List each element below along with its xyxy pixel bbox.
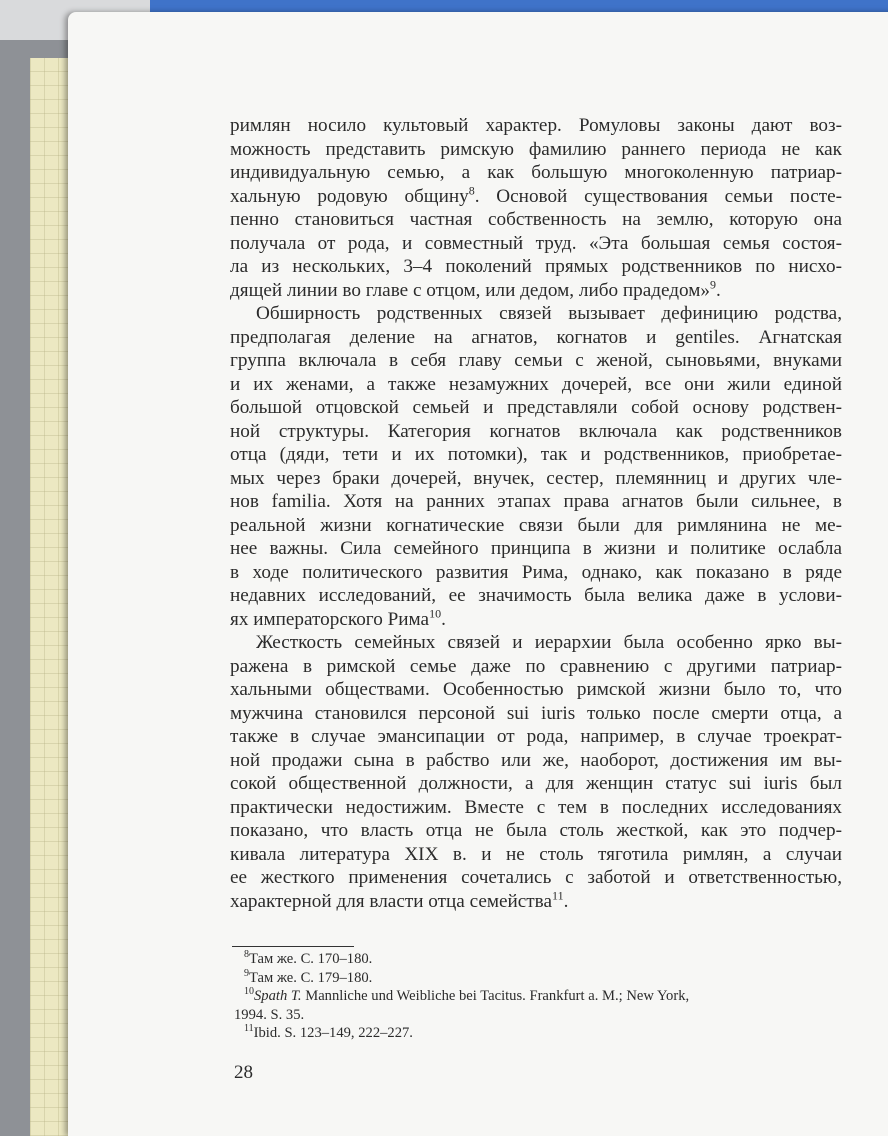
footnote-10-continued: 1994. S. 35. (234, 1006, 305, 1023)
text-line: ее жесткого применения сочетались с заботой и ответственностью, (230, 867, 842, 888)
text-line: практически недостижим. Вместе с тем в последних исследованиях (230, 796, 842, 818)
footnote-text: Там же. С. 170–180. (249, 951, 373, 967)
footnote-text: Там же. С. 179–180. (249, 969, 373, 986)
footnote-9 (234, 969, 842, 988)
text-line: нее важны. Сила семейного принципа в жизни и политике ослабла (230, 538, 842, 559)
body-text (230, 114, 842, 913)
text-line: ной продажи сына в рабство или же, наоборот, достижения им вы- (230, 749, 842, 771)
paragraph-3 (230, 631, 842, 913)
text-line: нов familia. Хотя на ранних этапах права агнатов были сильнее, в (230, 491, 842, 512)
text-line: отца (дяди, тети и их потомки), так и родственников, приобретае- (230, 444, 842, 465)
footnote-text: Mannliche und Weibliche bei Tacitus. Frankfurt a. M.; New York, (301, 988, 690, 1005)
text-line: кивала литература XIX в. и не столь тяготила римлян, а случаи (230, 843, 842, 865)
text-line: сокой общественной должности, а для женщин статус sui iuris был (230, 773, 842, 794)
text-span: . (716, 279, 721, 301)
footnote-ref-9: 9 (710, 278, 717, 292)
footnote-number: 8 (244, 949, 249, 961)
text-line: большой отцовской семьей и представляли собой основу родствен- (230, 397, 842, 418)
text-span: . (441, 608, 446, 630)
text-line (230, 608, 842, 632)
text-line: также в случае эмансипации от рода, например, в случае троекрат- (230, 726, 842, 747)
text-span: дящей линии во главе с отцом, или дедом, либо прадедом» (230, 279, 711, 301)
text-line: реальной жизни когнатические связи были для римлянина не ме- (230, 514, 842, 536)
text-span: хальную родовую общину (230, 185, 469, 207)
text-line: можность представить римскую фамилию раннего периода не как (230, 138, 842, 160)
text-span: ях императорского Рима (230, 608, 430, 630)
text-line: недавних исследований, ее значимость была велика даже в услови- (230, 585, 842, 606)
text-line: в ходе политического развития Рима, однако, как показано в ряде (230, 561, 842, 583)
text-line: ной структуры. Категория когнатов включала как родственников (230, 420, 842, 442)
text-line: римлян носило культовый характер. Ромуловы законы дают воз- (230, 115, 842, 136)
footnotes (234, 950, 842, 1043)
footnote-11 (234, 1024, 842, 1043)
text-line: ражена в римской семье даже по сравнению с другими патриар- (230, 655, 842, 677)
footnote-separator (232, 946, 354, 947)
footnote-10 (234, 987, 842, 1006)
footnote-number: 11 (244, 1023, 254, 1035)
text-span: . Основой существования семьи посте- (474, 185, 842, 207)
footnote-number: 9 (244, 967, 249, 979)
text-span: . (563, 890, 569, 912)
footnote-8 (234, 950, 842, 969)
footnote-number: 10 (244, 986, 254, 998)
footnote-ref-11: 11 (552, 889, 564, 903)
footnote-text: Ibid. S. 123–149, 222–227. (253, 1025, 413, 1042)
text-line: показано, что власть отца не была столь жесткой, как это подчер- (230, 820, 842, 841)
text-line: Обширность родственных связей вызывает дефиницию родства, (256, 303, 842, 324)
paragraph-2 (230, 302, 842, 631)
text-line: группа включала в себя главу семьи с женой, сыновьями, внуками (230, 350, 842, 371)
text-line: предполагая деление на агнатов, когнатов и gentiles. Агнатская (230, 326, 842, 348)
text-line: мужчина становился персоной sui iuris только после смерти отца, а (230, 702, 842, 724)
text-line (230, 890, 842, 914)
text-line: ла из нескольких, 3–4 поколений прямых родственников по нисхо- (230, 256, 842, 277)
footnote-ref-8: 8 (468, 184, 475, 198)
text-line: Жесткость семейных связей и иерархии была особенно ярко вы- (256, 632, 842, 653)
footnote-ref-10: 10 (429, 607, 442, 621)
text-line: и их женами, а также незамужних дочерей, все они жили единой (230, 373, 842, 395)
text-line: хальными обществами. Особенностью римской жизни было то, что (230, 679, 842, 700)
page-number: 28 (234, 1062, 253, 1083)
footnote-author: Spath T. (254, 988, 302, 1005)
text-line: индивидуальную семью, а как большую многоколенную патриар- (230, 162, 842, 183)
text-line: пенно становиться частная собственность на землю, которую она (230, 209, 842, 230)
paragraph-1 (230, 114, 842, 302)
text-line (230, 279, 842, 303)
text-line: мых через браки дочерей, внучек, сестер, племянниц и других чле- (230, 467, 842, 489)
text-line (230, 185, 842, 209)
text-span: характерной для власти отца семейства (230, 890, 553, 912)
text-line: получала от рода, и совместный труд. «Эта большая семья состоя- (230, 232, 842, 254)
